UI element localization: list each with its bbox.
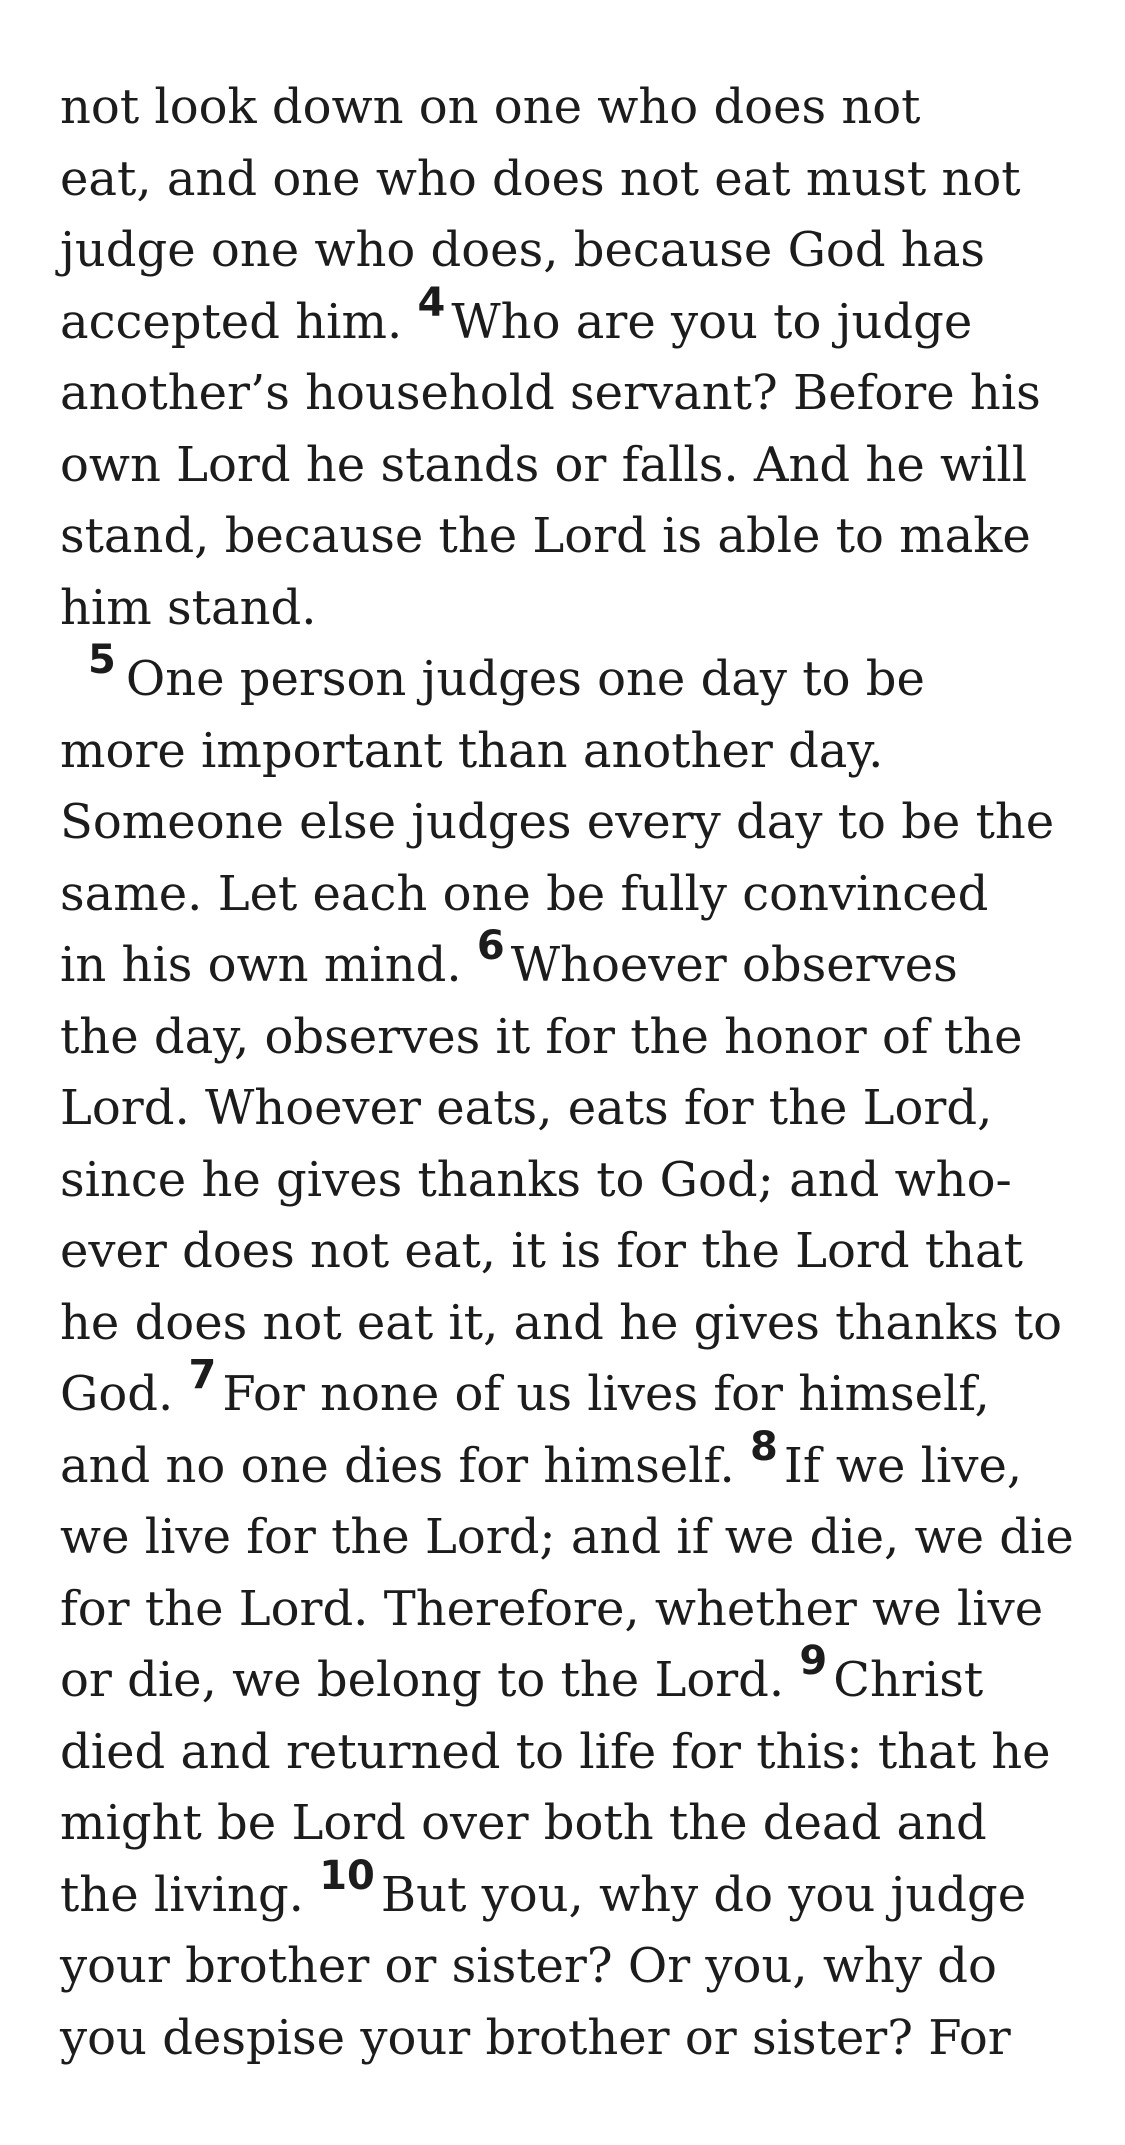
verse-text: him stand. xyxy=(60,579,317,636)
text-line xyxy=(60,501,1070,573)
text-line xyxy=(60,279,1070,359)
verse-text: another’s household servant? Before his xyxy=(60,365,1041,421)
verse-text: judge one who does, because God has xyxy=(60,222,985,278)
verse-text: eat, and one who does not eat must not xyxy=(60,150,1021,207)
text-line xyxy=(60,1931,1070,2003)
verse-text: own Lord he stands or falls. And he will xyxy=(60,436,1028,493)
verse-text: For none of us lives for himself, xyxy=(222,1366,990,1422)
verse-text: Whoever observes xyxy=(510,937,958,993)
verse-text: or die, we belong to the Lord. xyxy=(60,1652,800,1708)
verse-text: One person judges one day to be xyxy=(125,651,925,707)
text-line xyxy=(60,637,1070,716)
text-line xyxy=(60,923,1070,1002)
text-line xyxy=(60,573,1070,645)
text-line xyxy=(60,215,1070,287)
verse-number: 4 xyxy=(417,279,446,326)
text-line xyxy=(60,1073,1070,1145)
text-line xyxy=(60,2003,1070,2075)
verse-number: 10 xyxy=(319,1852,375,1899)
text-line xyxy=(60,787,1070,859)
verse-text: accepted him. xyxy=(60,293,418,350)
verse-number: 5 xyxy=(88,637,116,683)
text-line xyxy=(60,1288,1070,1360)
verse-number: 6 xyxy=(476,923,505,969)
verse-text: the day, observes it for the honor of the xyxy=(60,1008,1023,1065)
text-line xyxy=(60,716,1070,788)
text-line xyxy=(60,1788,1070,1860)
verse-text: you despise your brother or sister? For xyxy=(60,2009,1011,2066)
verse-text: and no one dies for himself. xyxy=(60,1437,751,1494)
text-line xyxy=(60,1502,1074,1574)
verse-number: 9 xyxy=(799,1638,828,1684)
text-line xyxy=(60,859,1070,931)
verse-text: Who are you to judge xyxy=(451,293,973,350)
scripture-text xyxy=(60,72,1074,2074)
verse-text: Lord. Whoever eats, eats for the Lord, xyxy=(60,1080,993,1136)
verse-text: he does not eat it, and he gives thanks to xyxy=(60,1294,1063,1351)
verse-text: more important than another day. xyxy=(60,722,884,779)
verse-text: But you, why do you judge xyxy=(380,1866,1027,1923)
verse-text: for the Lord. Therefore, whether we live xyxy=(60,1580,1044,1637)
text-line xyxy=(60,144,1070,216)
verse-text: the living. xyxy=(60,1866,320,1923)
verse-number: 8 xyxy=(750,1423,778,1470)
text-line xyxy=(60,72,1070,144)
verse-text: since he gives thanks to God; and who- xyxy=(60,1151,1012,1208)
text-line xyxy=(60,1216,1070,1288)
verse-text: we live for the Lord; and if we die, we die xyxy=(60,1509,1074,1565)
verse-text: ever does not eat, it is for the Lord that xyxy=(60,1223,1023,1279)
verse-text: stand, because the Lord is able to make xyxy=(60,508,1031,564)
verse-text: died and returned to life for this: that he xyxy=(60,1723,1051,1780)
text-line xyxy=(60,1717,1070,1789)
text-line xyxy=(60,430,1070,502)
verse-text: same. Let each one be fully convinced xyxy=(60,865,989,922)
verse-text: Someone else judges every day to be the xyxy=(60,794,1055,850)
verse-text: your brother or sister? Or you, why do xyxy=(60,1938,997,1994)
verse-number: 7 xyxy=(188,1352,217,1398)
text-line xyxy=(60,1852,1070,1932)
verse-text: Christ xyxy=(833,1652,984,1708)
verse-text: not look down on one who does not xyxy=(60,79,921,135)
text-line xyxy=(60,1145,1070,1217)
text-line xyxy=(60,1002,1070,1074)
text-line xyxy=(60,1638,1070,1717)
text-line xyxy=(60,358,1070,430)
text-line xyxy=(60,1352,1070,1431)
verse-text: in his own mind. xyxy=(60,937,477,993)
verse-text: might be Lord over both the dead and xyxy=(60,1795,987,1851)
verse-text: If we live, xyxy=(783,1437,1023,1494)
verse-text: God. xyxy=(60,1366,189,1422)
text-line xyxy=(60,1423,1070,1503)
text-line xyxy=(60,1574,1070,1646)
